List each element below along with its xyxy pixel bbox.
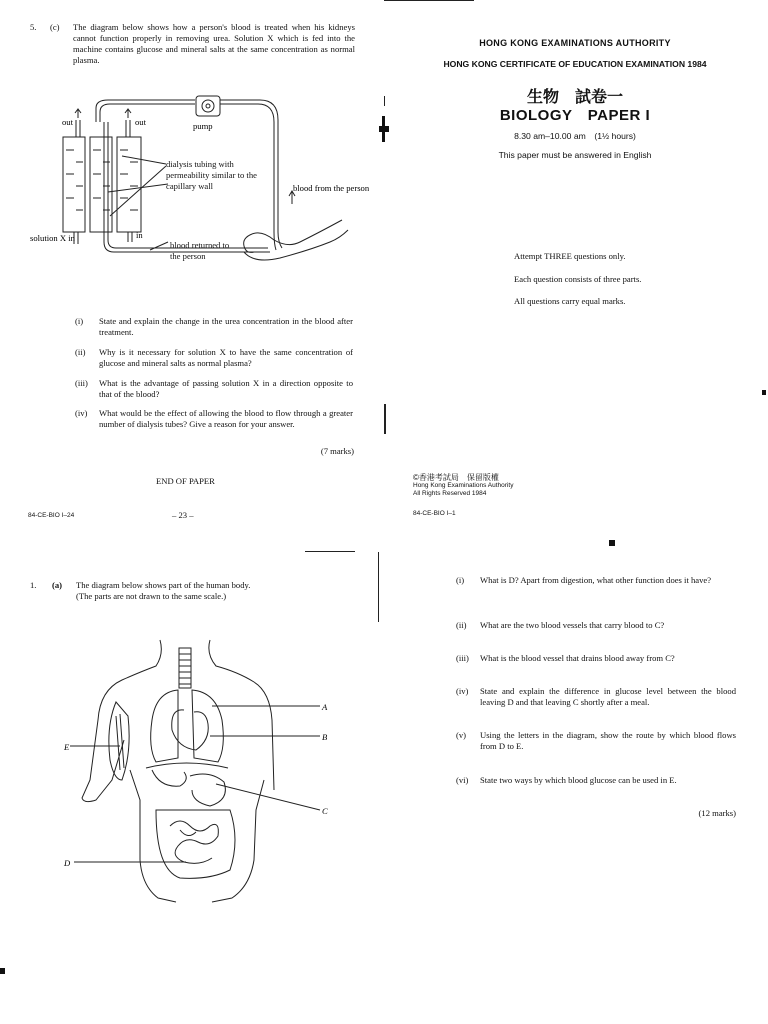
question-number: 5. — [30, 22, 37, 32]
copyright-authority: Hong Kong Examinations Authority — [413, 482, 514, 489]
label-a: A — [322, 702, 328, 712]
question-i: (i) What is D? Apart from digestion, what other function does it have? — [456, 575, 712, 585]
paper-title: BIOLOGY PAPER I — [499, 107, 651, 124]
question-note: (The parts are not drawn to the same scale.) — [76, 591, 227, 601]
question-v: (v) Using the letters in the diagram, show the route by which blood flows from D to E. — [456, 730, 736, 751]
label-c: C — [322, 806, 328, 816]
label-in: in — [136, 230, 143, 240]
certificate-name: HONG KONG CERTIFICATE OF EDUCATION EXAMINATION 1984 — [443, 59, 707, 69]
page-number: – 23 – — [172, 510, 194, 520]
question-part: (c) — [50, 22, 60, 32]
authority-name: HONG KONG EXAMINATIONS AUTHORITY — [479, 38, 671, 48]
paper-code: 84-CE-BIO I–1 — [413, 510, 456, 517]
label-out-left: out — [62, 117, 73, 127]
label-b: B — [322, 732, 328, 742]
chinese-title: 生物 試卷一 — [526, 89, 623, 106]
marks: (12 marks) — [698, 808, 736, 818]
question-i: (i) State and explain the change in the urea concentration in the blood after treatment. — [75, 316, 353, 337]
question-iv: (iv) State and explain the difference in glucose level between the blood leaving D and that leaving C shortly after a meal. — [456, 686, 736, 707]
human-body-diagram — [60, 630, 350, 930]
question-iv: (iv) What would be the effect of allowing the blood to flow through a greater number of dialysis tubes? Give a reason for your answer. — [75, 408, 353, 429]
divider — [384, 96, 385, 106]
question-number: 1. — [30, 580, 37, 590]
question-intro: The diagram below shows how a person's blood is treated when his kidneys cannot function properly in removing urea. Solution X which is fed into the machine contains glucose and mineral salts at the same concentration as normal plasma. — [73, 22, 355, 65]
registration-mark — [379, 116, 389, 142]
label-blood-returned: blood returned to the person — [170, 240, 230, 261]
edge-mark — [609, 540, 615, 546]
label-out-right: out — [135, 117, 146, 127]
instruction-2: Each question consists of three parts. — [514, 274, 642, 284]
question-iii: (iii) What is the advantage of passing solution X in a direction opposite to that of the blood? — [75, 378, 353, 399]
label-pump: pump — [193, 121, 213, 131]
question-part: (a) — [52, 580, 63, 590]
label-d: D — [64, 858, 71, 868]
copyright-chinese: ©香港考試局 保留版權 — [413, 473, 499, 482]
divider — [384, 404, 386, 434]
exam-time: 8.30 am–10.00 am (1½ hours) — [514, 131, 636, 141]
instruction-1: Attempt THREE questions only. — [514, 251, 626, 261]
marks: (7 marks) — [320, 446, 354, 456]
question-ii: (ii) Why is it necessary for solution X to have the same concentration of glucose and mineral salts as normal plasma? — [75, 347, 353, 368]
question-ii: (ii) What are the two blood vessels that carry blood to C? — [456, 620, 665, 630]
question-vi: (vi) State two ways by which blood glucose can be used in E. — [456, 775, 677, 785]
label-dialysis-tubing: dialysis tubing with permeability similar to the capillary wall — [166, 159, 257, 191]
copyright-rights: All Rights Reserved 1984 — [413, 490, 487, 497]
question-iii: (iii) What is the blood vessel that drains blood away from C? — [456, 653, 675, 663]
paper-code: 84-CE-BIO I–24 — [28, 512, 75, 519]
language-note: This paper must be answered in English — [498, 150, 652, 160]
end-of-paper: END OF PAPER — [156, 476, 215, 486]
question-intro: The diagram below shows part of the human body. — [76, 580, 251, 590]
label-blood-from: blood from the person — [293, 183, 370, 193]
divider — [384, 0, 474, 1]
label-solution-in: solution X in — [30, 233, 75, 243]
divider — [305, 551, 355, 552]
edge-mark — [762, 390, 766, 395]
label-e: E — [64, 742, 70, 752]
divider — [378, 552, 379, 622]
instruction-3: All questions carry equal marks. — [514, 296, 626, 306]
edge-mark — [0, 968, 5, 974]
